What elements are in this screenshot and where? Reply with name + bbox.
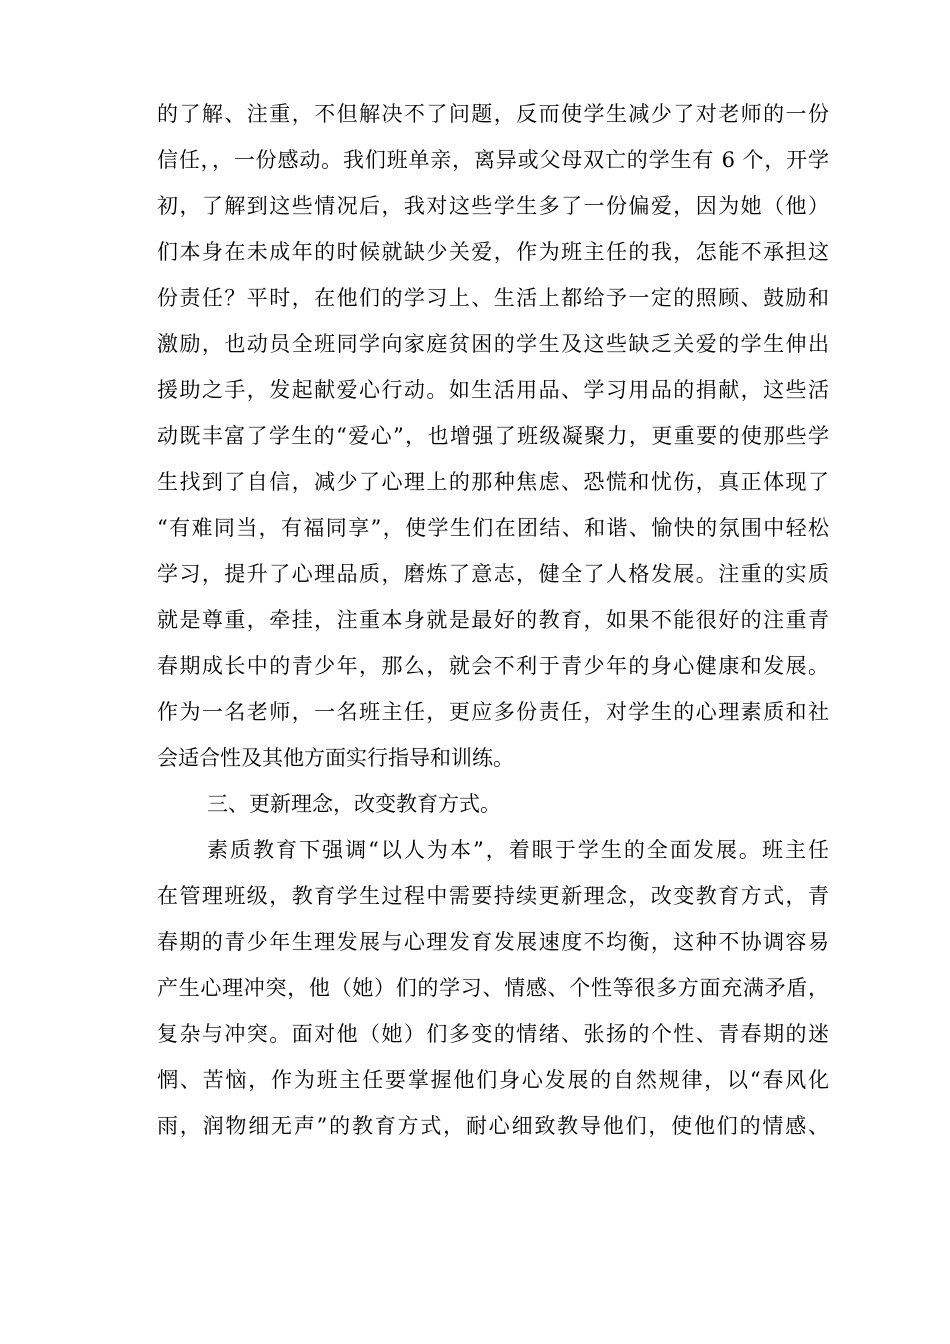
text-line-12: 就是尊重，牵挂，注重本身就是最好的教育，如果不能很好的注重青 xyxy=(157,608,829,632)
text-line-4: 们本身在未成年的时候就缺少关爱，作为班主任的我，怎能不承担这 xyxy=(157,240,829,264)
text-line-22: 惘、苦恼，作为班主任要掌握他们身心发展的自然规律，以“春风化 xyxy=(157,1068,829,1092)
text-line-19: 春期的青少年生理发展与心理发育发展速度不均衡，这种不协调容易 xyxy=(157,930,829,954)
text-line-13: 春期成长中的青少年，那么，就会不利于青少年的身心健康和发展。 xyxy=(157,654,829,678)
text-line-21: 复杂与冲突。面对他（她）们多变的情绪、张扬的个性、青春期的迷 xyxy=(157,1022,829,1046)
text-line-14: 作为一名老师，一名班主任，更应多份责任，对学生的心理素质和社 xyxy=(157,700,829,724)
text-line-15: 会适合性及其他方面实行指导和训练。 xyxy=(157,746,514,770)
text-line-1: 的了解、注重，不但解决不了问题，反而使学生减少了对老师的一份 xyxy=(157,102,829,126)
text-line-17: 素质教育下强调“以人为本”，着眼于学生的全面发展。班主任 xyxy=(207,838,829,862)
text-line-23: 雨，润物细无声”的教育方式，耐心细致教导他们，使他们的情感、 xyxy=(157,1114,829,1138)
text-line-3: 初，了解到这些情况后，我对这些学生多了一份偏爱，因为她（他） xyxy=(157,194,829,218)
text-line-7: 援助之手，发起献爱心行动。如生活用品、学习用品的捐献，这些活 xyxy=(157,378,829,402)
text-line-18: 在管理班级，教育学生过程中需要持续更新理念，改变教育方式，青 xyxy=(157,884,829,908)
section-heading: 三、更新理念，改变教育方式。 xyxy=(207,792,501,816)
text-line-2: 信任，，一份感动。我们班单亲，离异或父母双亡的学生有 6 个，开学 xyxy=(157,148,829,172)
text-line-6: 激励，也动员全班同学向家庭贫困的学生及这些缺乏关爱的学生伸出 xyxy=(157,332,829,356)
text-line-9: 生找到了自信，减少了心理上的那种焦虑、恐慌和忧伤，真正体现了 xyxy=(157,470,829,494)
text-line-20: 产生心理冲突，他（她）们的学习、情感、个性等很多方面充满矛盾， xyxy=(157,976,829,1000)
text-line-11: 学习，提升了心理品质，磨炼了意志，健全了人格发展。注重的实质 xyxy=(157,562,829,586)
text-line-10: “有难同当，有福同享”，使学生们在团结、和谐、愉快的氛围中轻松 xyxy=(157,516,829,540)
text-line-5: 份责任？平时，在他们的学习上、生活上都给予一定的照顾、鼓励和 xyxy=(157,286,829,310)
text-line-8: 动既丰富了学生的“爱心”，也增强了班级凝聚力，更重要的使那些学 xyxy=(157,424,829,448)
